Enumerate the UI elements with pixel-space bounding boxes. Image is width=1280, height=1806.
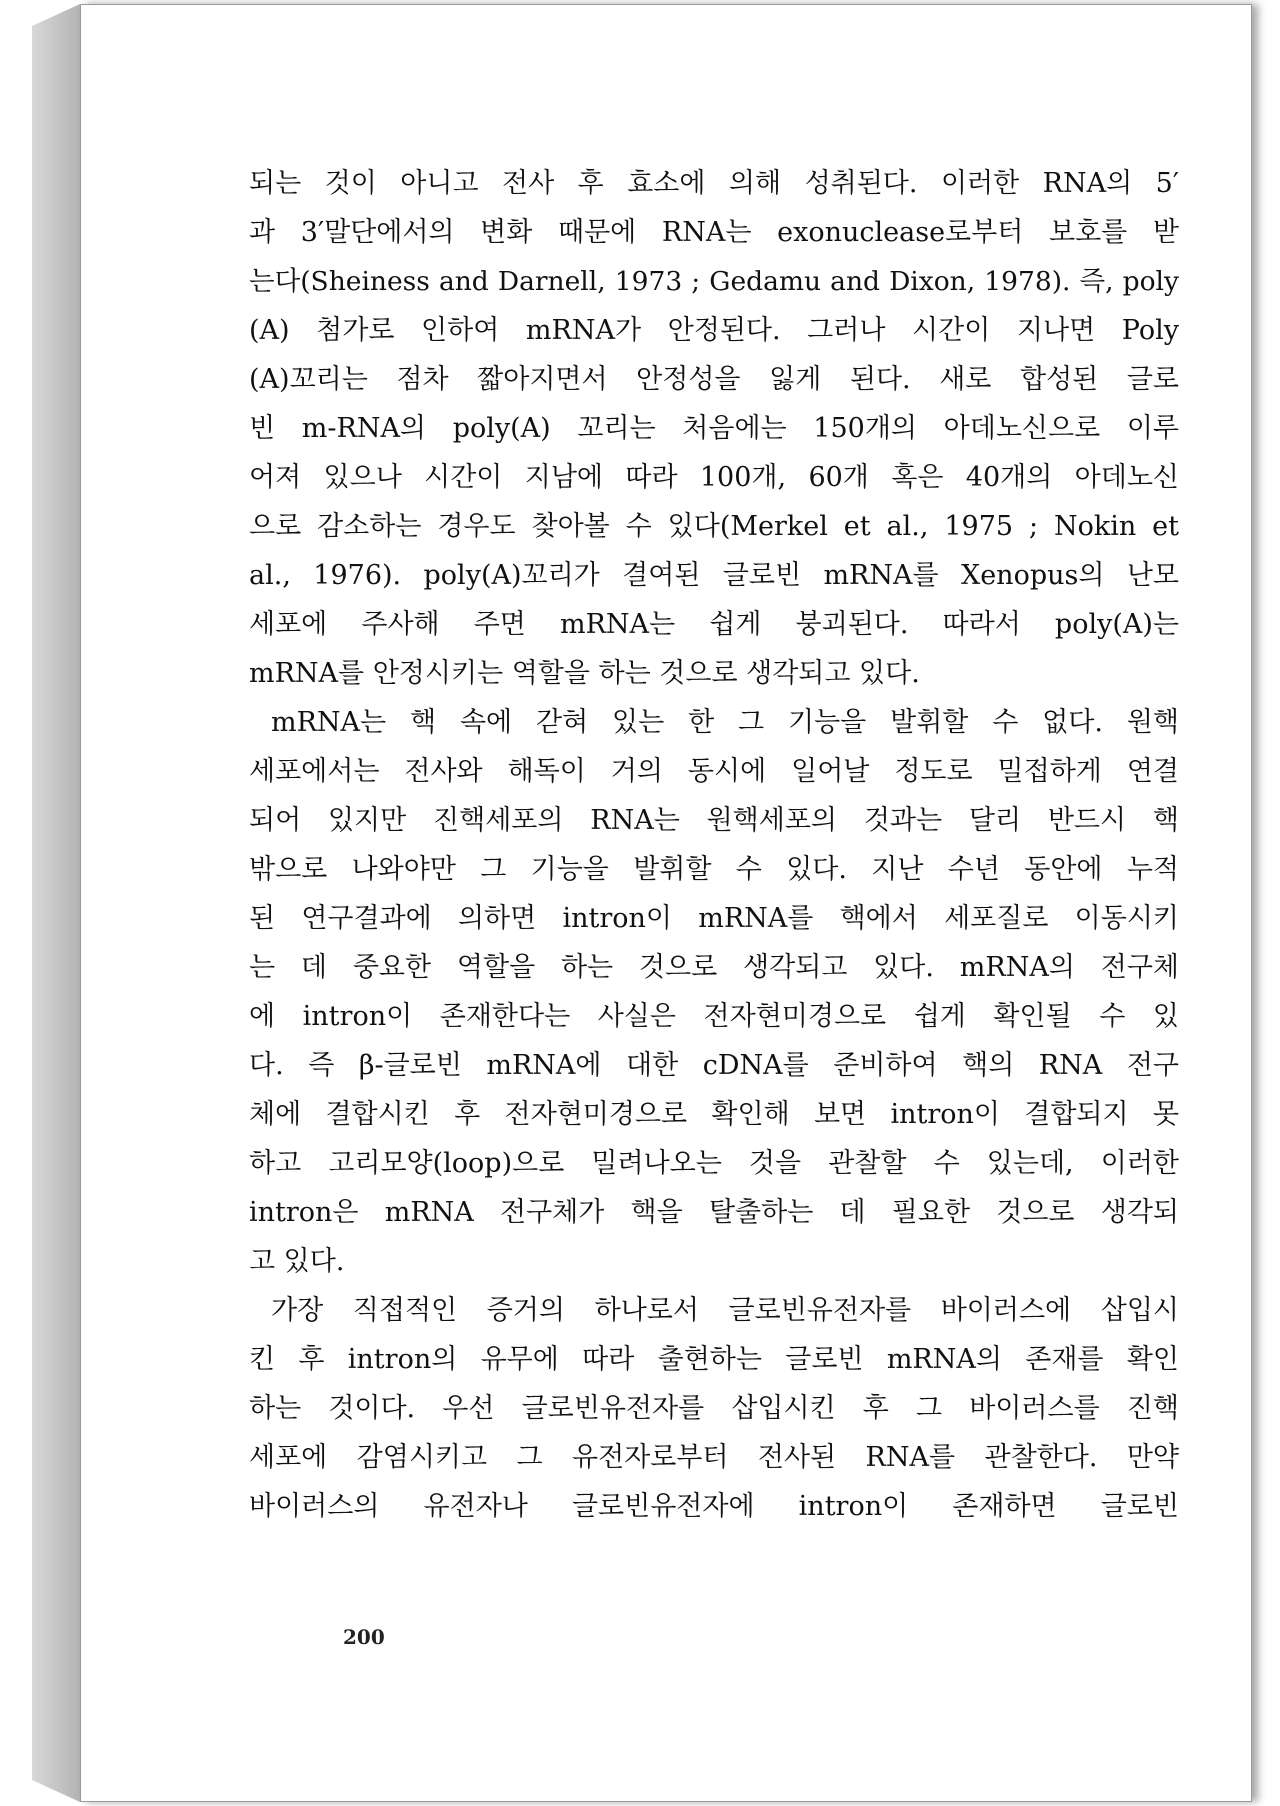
text-line: 으로 감소하는 경우도 찾아볼 수 있다(Merkel et al., 1975 ; Nokin et	[249, 511, 1179, 542]
text-line: 가장 직접적인 증거의 하나로서 글로빈유전자를 바이러스에 삽입시	[271, 1295, 1179, 1326]
text-line: (A) 첨가로 인하여 mRNA가 안정된다. 그러나 시간이 지나면 Poly	[249, 315, 1179, 346]
text-line: mRNA를 안정시키는 역할을 하는 것으로 생각되고 있다.	[249, 658, 920, 689]
paragraph-3	[249, 1286, 1179, 1531]
text-line: 는다(Sheiness and Darnell, 1973 ; Gedamu and Dixon, 1978). 즉, poly	[249, 266, 1179, 297]
text-line: 세포에 감염시키고 그 유전자로부터 전사된 RNA를 관찰한다. 만약	[249, 1442, 1179, 1473]
text-line: 바이러스의 유전자나 글로빈유전자에 intron이 존재하면 글로빈	[249, 1491, 1179, 1522]
text-line: 체에 결합시킨 후 전자현미경으로 확인해 보면 intron이 결합되지 못	[249, 1099, 1179, 1130]
text-line: al., 1976). poly(A)꼬리가 결여된 글로빈 mRNA를 Xenopus의 난모	[249, 560, 1179, 591]
text-line: 에 intron이 존재한다는 사실은 전자현미경으로 쉽게 확인될 수 있	[249, 1001, 1179, 1032]
text-line: 하는 것이다. 우선 글로빈유전자를 삽입시킨 후 그 바이러스를 진핵	[249, 1393, 1179, 1424]
text-line: 세포에서는 전사와 해독이 거의 동시에 일어날 정도로 밀접하게 연결	[249, 756, 1179, 787]
text-line: 어져 있으나 시간이 지남에 따라 100개, 60개 혹은 40개의 아데노신	[249, 462, 1179, 493]
paragraph-2	[249, 698, 1179, 1286]
text-line: mRNA는 핵 속에 갇혀 있는 한 그 기능을 발휘할 수 없다. 원핵	[271, 707, 1179, 738]
text-line: (A)꼬리는 점차 짧아지면서 안정성을 잃게 된다. 새로 합성된 글로	[249, 364, 1179, 395]
text-line: 되는 것이 아니고 전사 후 효소에 의해 성취된다. 이러한 RNA의 5′	[249, 168, 1179, 199]
text-line: 다. 즉 β-글로빈 mRNA에 대한 cDNA를 준비하여 핵의 RNA 전구	[249, 1050, 1179, 1081]
text-line: 고 있다.	[249, 1246, 345, 1277]
text-line: 킨 후 intron의 유무에 따라 출현하는 글로빈 mRNA의 존재를 확인	[249, 1344, 1179, 1375]
text-line: 되어 있지만 진핵세포의 RNA는 원핵세포의 것과는 달리 반드시 핵	[249, 805, 1179, 836]
body-text	[249, 159, 1179, 1531]
page-sheet	[80, 4, 1252, 1802]
page-number: 200	[343, 1625, 385, 1649]
text-line: 는 데 중요한 역할을 하는 것으로 생각되고 있다. mRNA의 전구체	[249, 952, 1179, 983]
text-line: 된 연구결과에 의하면 intron이 mRNA를 핵에서 세포질로 이동시키	[249, 903, 1179, 934]
text-line: 하고 고리모양(loop)으로 밀려나오는 것을 관찰할 수 있는데, 이러한	[249, 1148, 1179, 1179]
text-line: 빈 m-RNA의 poly(A) 꼬리는 처음에는 150개의 아데노신으로 이루	[249, 413, 1179, 444]
text-line: intron은 mRNA 전구체가 핵을 탈출하는 데 필요한 것으로 생각되	[249, 1197, 1179, 1228]
text-line: 과 3′말단에서의 변화 때문에 RNA는 exonuclease로부터 보호를 받	[249, 217, 1179, 248]
book-spine	[32, 4, 80, 1802]
text-line: 밖으로 나와야만 그 기능을 발휘할 수 있다. 지난 수년 동안에 누적	[249, 854, 1179, 885]
text-line: 세포에 주사해 주면 mRNA는 쉽게 붕괴된다. 따라서 poly(A)는	[249, 609, 1179, 640]
paragraph-1	[249, 159, 1179, 698]
